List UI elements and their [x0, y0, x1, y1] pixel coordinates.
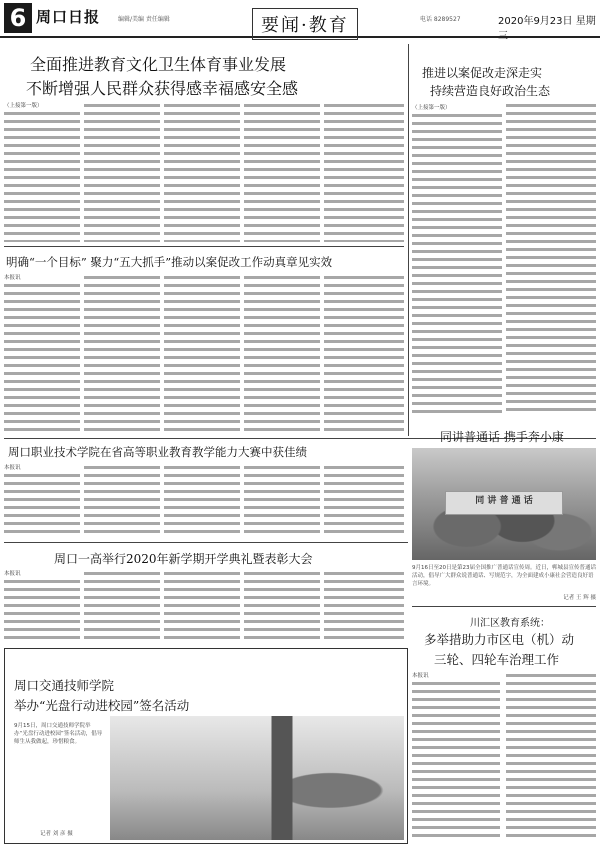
masthead: [0, 0, 600, 42]
article4-column-5: [324, 466, 404, 538]
article6-column-5: [324, 572, 404, 642]
issue-date: 2020年9月23日 星期三: [498, 16, 596, 42]
article1-column-4: [244, 104, 320, 242]
article5-caption: 9月16日至20日是第23届全国推广普通话宣传周。近日，郸城县宣传普通话活动，倡导广大群众说普通话、写规范字，为全面建成小康社会营造良好语言环境。: [412, 565, 596, 587]
article4-column-4: [244, 466, 320, 538]
divider: [4, 542, 408, 543]
article6-headline: 周口一高举行2020年新学期开学典礼暨表彰大会: [54, 552, 313, 566]
article3-column-1: [4, 284, 80, 432]
article2-column-1: [412, 114, 502, 414]
article7-headline-1: 川汇区教育系统：: [470, 618, 550, 629]
article6-column-4: [244, 572, 320, 642]
article4-column-3: [164, 466, 240, 538]
article6-dateline: 本报讯: [4, 571, 21, 577]
article5-headline: 同讲普通话 携手奔小康: [440, 430, 564, 444]
article1-headline-2: 不断增强人民群众获得感幸福感安全感: [26, 79, 299, 98]
article4-headline: 周口职业技术学院在省高等职业教育教学能力大赛中获佳绩: [8, 445, 307, 459]
article6-column-2: [84, 572, 160, 642]
article8-caption-credit: 记者 刘 彦 摄: [40, 831, 73, 837]
section-title: 要闻·教育: [252, 8, 358, 40]
article4-dateline: 本报讯: [4, 465, 21, 471]
photo-banner-text: 同 讲 普 通 话: [445, 491, 563, 516]
article7-column-1: [412, 682, 500, 842]
column-divider: [408, 44, 409, 436]
meta-label: 电话 8289527: [420, 16, 461, 23]
article2-headline-2: 持续营造良好政治生态: [430, 84, 551, 98]
article3-column-3: [164, 276, 240, 432]
editor-info: 编辑/美编 责任编辑: [118, 16, 170, 23]
article1-headline-1: 全面推进教育文化卫生体育事业发展: [30, 55, 287, 74]
article3-column-5: [324, 276, 404, 432]
divider: [4, 246, 404, 247]
article6-column-1: [4, 580, 80, 642]
article3-column-4: [244, 276, 320, 432]
article7-headline-3: 三轮、四轮车治理工作: [434, 652, 560, 667]
article2-dateline: （上接第一版）: [412, 105, 451, 111]
article8-headline-1: 周口交通技师学院: [14, 678, 115, 693]
article7-dateline: 本报讯: [412, 673, 429, 679]
article1-dateline: （上接第一版）: [4, 103, 43, 109]
photo-signing-event: [110, 716, 404, 840]
article5-caption-credit: 记者 王 辉 摄: [563, 595, 596, 601]
article7-column-2: [506, 674, 596, 842]
page-number: 6: [4, 3, 32, 33]
divider: [412, 606, 596, 607]
paper-name: 周口日报: [36, 8, 101, 26]
article2-headline-1: 推进以案促改走深走实: [422, 66, 543, 80]
article6-column-3: [164, 572, 240, 642]
article1-column-3: [164, 104, 240, 242]
article2-column-2: [506, 104, 596, 416]
article3-column-2: [84, 276, 160, 432]
article8-caption: 9月15日，周口交通技师学院举办“光盘行动进校园”签名活动，倡导师生从我做起，珍惜粮食。: [14, 723, 103, 745]
article4-column-1: [4, 474, 80, 538]
article1-column-1: [4, 112, 80, 242]
article7-headline-2: 多举措助力市区电（机）动: [424, 632, 575, 647]
article3-dateline: 本报讯: [4, 275, 21, 281]
article3-headline: 明确“一个目标” 聚力“五大抓手”推动以案促改工作动真章见实效: [6, 255, 333, 269]
article8-headline-2: 举办“光盘行动进校园”签名活动: [14, 698, 190, 713]
article1-column-2: [84, 104, 160, 242]
article4-column-2: [84, 466, 160, 538]
photo-putonghua-event: [412, 448, 596, 560]
article1-column-5: [324, 104, 404, 242]
